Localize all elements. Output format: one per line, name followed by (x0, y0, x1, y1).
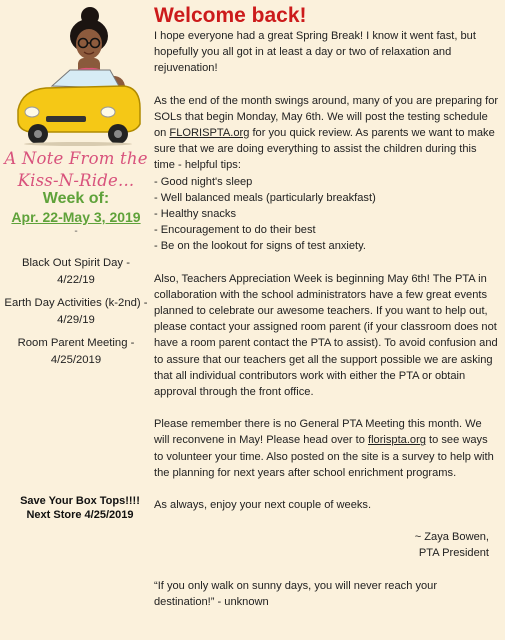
letter-body (154, 28, 499, 610)
tip-item: - Be on the lookout for signs of test anxiety. (154, 238, 499, 254)
florispta-link[interactable]: FLORISPTA.org (169, 127, 250, 140)
note-title-line1: A Note From the (4, 149, 148, 168)
week-range: Apr. 22-May 3, 2019 (11, 209, 141, 225)
welcome-heading: Welcome back! (154, 4, 307, 27)
note-title (0, 148, 152, 192)
event-item (0, 295, 152, 328)
tip-item: - Healthy snacks (154, 206, 499, 222)
events-list (0, 255, 152, 375)
box-tops-line1: Save Your Box Tops!!!! (20, 495, 140, 507)
florispta-link-2[interactable]: florispta.org (367, 434, 426, 447)
sols-text-before: As the end of the month swings around, many of you are preparing for SOLs that begin Monday, May 6th. We will post the testing schedule on (154, 94, 499, 140)
box-tops-notice (0, 494, 160, 522)
meeting-text-before: Please remember there is no General PTA Meeting this month. We will reconvene in May! Please head over to (154, 418, 482, 447)
main-letter (154, 4, 499, 626)
event-title: Black Out Spirit Day - (22, 257, 130, 269)
paragraph-intro: I hope everyone had a great Spring Break! I know it went fast, but hopefully you all got in at least a day or two of relaxation and rejuvenation! (154, 30, 476, 75)
signature-name: ~ Zaya Bowen, (414, 531, 489, 544)
tip-item: - Good night's sleep (154, 174, 499, 190)
divider-dash: - (74, 226, 78, 237)
event-date: 4/25/2019 (50, 353, 102, 366)
event-title: Room Parent Meeting - (17, 337, 135, 349)
paragraph-meeting (154, 416, 499, 481)
event-item (0, 335, 152, 368)
note-title-line2: Kiss-N-Ride... (17, 171, 135, 190)
event-item (0, 255, 152, 288)
meeting-text-after: to see ways to volunteer your time. Also posted on the site is a survey to help with the planning for next years after school enrichment programs. (154, 434, 494, 479)
box-tops-line2: Next Store 4/25/2019 (26, 509, 134, 521)
paragraph-sols (154, 93, 499, 174)
closing-quote: “If you only walk on sunny days, you will never reach your destination!” - unknown (154, 579, 438, 608)
signature-title: PTA President (418, 547, 489, 560)
week-of-label: Week of: (42, 190, 110, 207)
woman-in-yellow-car-illustration (12, 6, 144, 146)
sidebar (0, 0, 152, 640)
event-title: Earth Day Activities (k-2nd) - (4, 297, 148, 309)
tip-item: - Well balanced meals (particularly breakfast) (154, 190, 499, 206)
paragraph-closing: As always, enjoy your next couple of weeks. (154, 499, 372, 512)
sols-text-after: for you quick review. As parents we want to make sure that we are doing everything to assist the children during this time - helpful tips: (154, 127, 495, 172)
event-date: 4/29/19 (57, 313, 95, 326)
tips-list (154, 174, 499, 255)
signature (154, 529, 489, 561)
paragraph-teachers-week: Also, Teachers Appreciation Week is beginning May 6th! The PTA in collaboration with the school administrators have a few great events planned to celebrate our awesome teachers. If you want to help out, please contact your assigned room parent (if your classroom does not have a room parent contact the PTA to assist). To avoid confusion and to assure that our teachers get all the support possible we are asking that all individual contributors work with either the PTA or obtain approval through the front office. (154, 272, 498, 399)
tip-item: - Encouragement to do their best (154, 222, 499, 238)
event-date: 4/22/19 (57, 273, 95, 286)
